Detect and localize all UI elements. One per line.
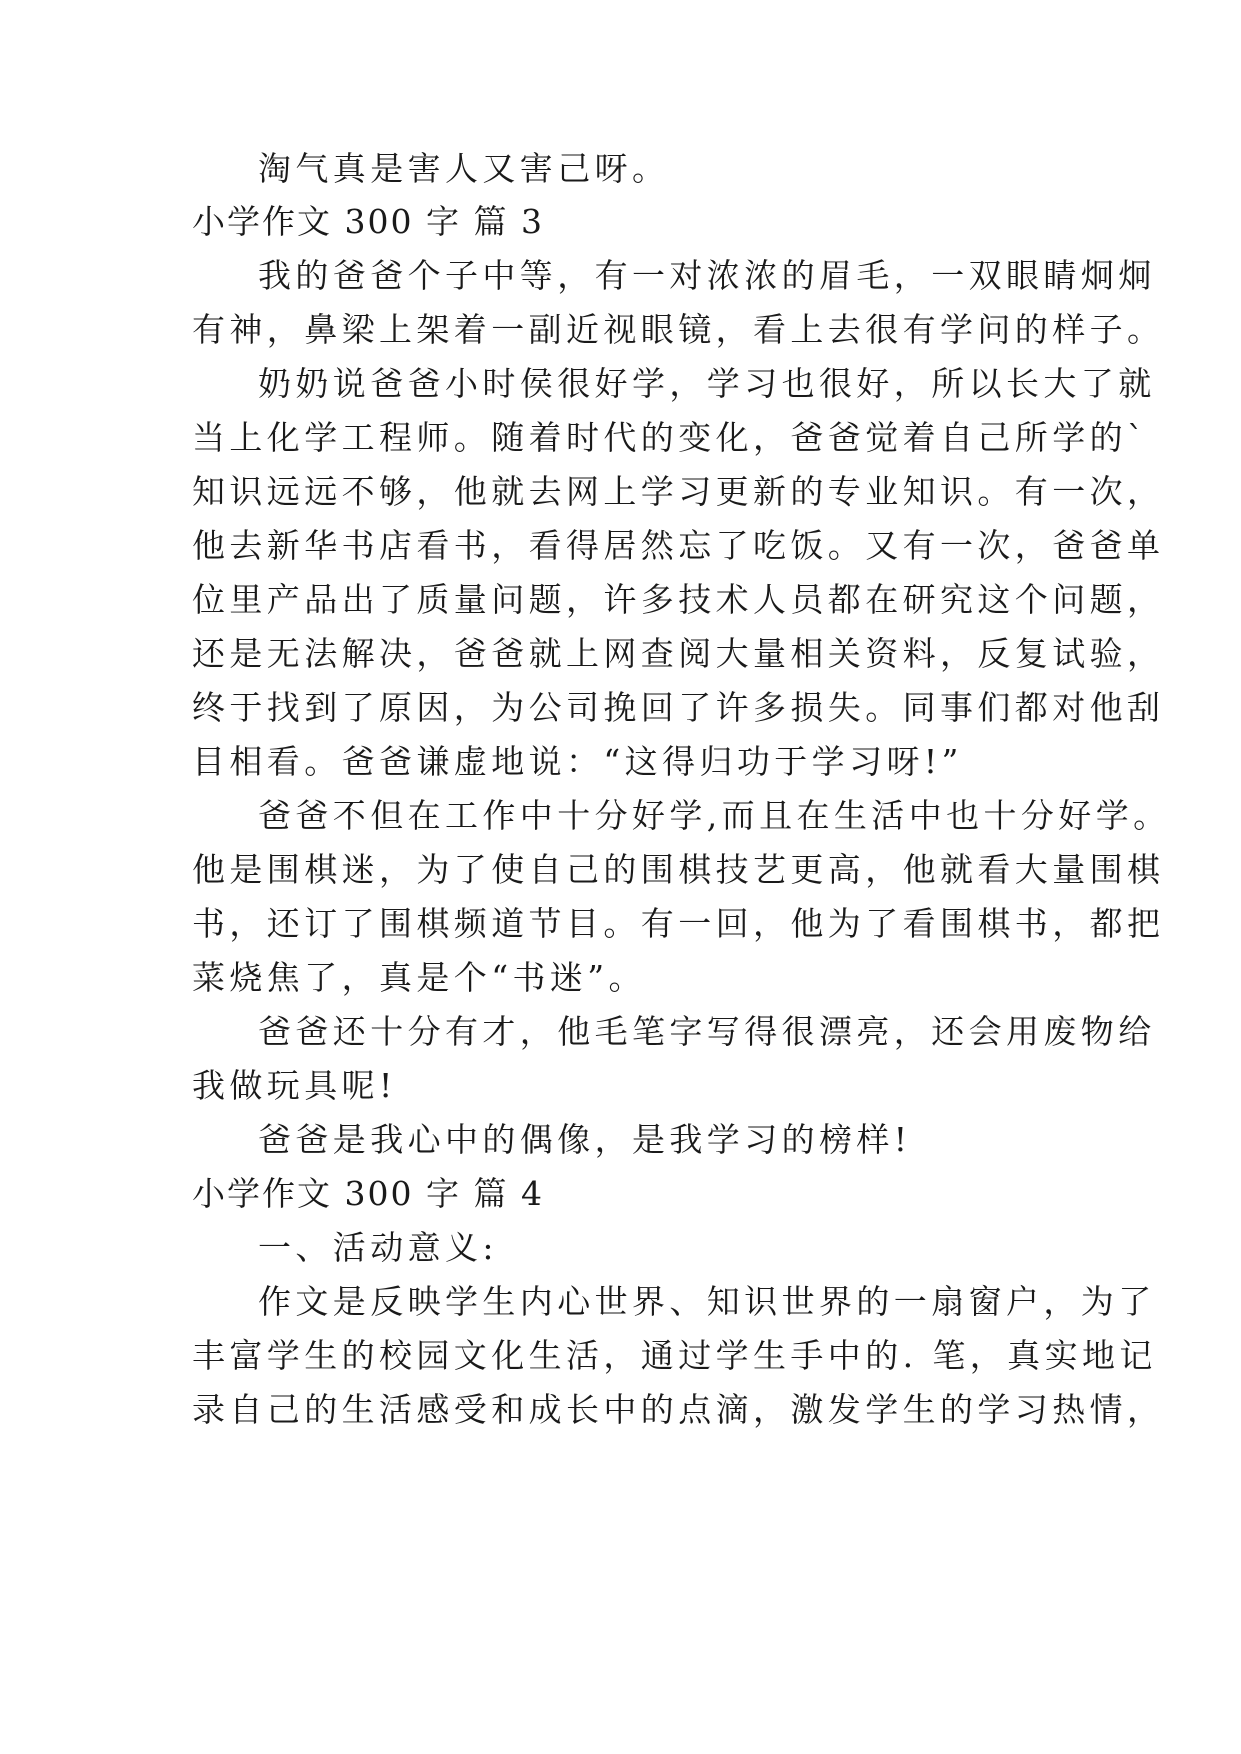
paragraph-line: 我做玩具呢! [192, 1066, 397, 1105]
paragraph-line: 爸爸是我心中的偶像，是我学习的榜样! [258, 1120, 912, 1159]
paragraph-line: 他是围棋迷，为了使自己的围棋技艺更高，他就看大量围棋 [192, 850, 1165, 889]
paragraph-line: 菜烧焦了，真是个“书迷”。 [192, 958, 646, 997]
section-heading: 小学作文 300 字 篇 3 [192, 202, 544, 241]
paragraph-line: 知识远远不够，他就去网上学习更新的专业知识。有一次， [192, 472, 1165, 511]
paragraph-line: 我的爸爸个子中等，有一对浓浓的眉毛，一双眼睛炯炯 [258, 256, 1156, 295]
paragraph-line: 作文是反映学生内心世界、知识世界的一扇窗户，为了 [258, 1282, 1156, 1321]
paragraph-line: 位里产品出了质量问题，许多技术人员都在研究这个问题， [192, 580, 1165, 619]
paragraph-line: 终于找到了原因，为公司挽回了许多损失。同事们都对他刮 [192, 688, 1165, 727]
paragraph-line: 丰富学生的校园文化生活，通过学生手中的. 笔，真实地记 [192, 1336, 1157, 1375]
paragraph-line: 奶奶说爸爸小时侯很好学，学习也很好，所以长大了就 [258, 364, 1156, 403]
paragraph-line: 一、活动意义: [258, 1228, 498, 1267]
paragraph-line: 录自己的生活感受和成长中的点滴，激发学生的学习热情， [192, 1390, 1165, 1429]
paragraph-line: 还是无法解决，爸爸就上网查阅大量相关资料，反复试验， [192, 634, 1165, 673]
paragraph-line: 目相看。爸爸谦虚地说：“这得归功于学习呀!” [192, 742, 963, 781]
section-heading: 小学作文 300 字 篇 4 [192, 1174, 544, 1213]
paragraph-line: 爸爸还十分有才，他毛笔字写得很漂亮，还会用废物给 [258, 1012, 1156, 1051]
paragraph-line: 有神，鼻梁上架着一副近视眼镜，看上去很有学问的样子。 [192, 310, 1165, 349]
paragraph-line: 淘气真是害人又害己呀。 [258, 149, 670, 188]
paragraph-line: 他去新华书店看书，看得居然忘了吃饭。又有一次，爸爸单 [192, 526, 1165, 565]
paragraph-line: 爸爸不但在工作中十分好学,而且在生活中也十分好学。 [258, 796, 1171, 835]
paragraph-line: 当上化学工程师。随着时代的变化，爸爸觉着自己所学的` [192, 418, 1148, 457]
paragraph-line: 书，还订了围棋频道节目。有一回，他为了看围棋书，都把 [192, 904, 1165, 943]
